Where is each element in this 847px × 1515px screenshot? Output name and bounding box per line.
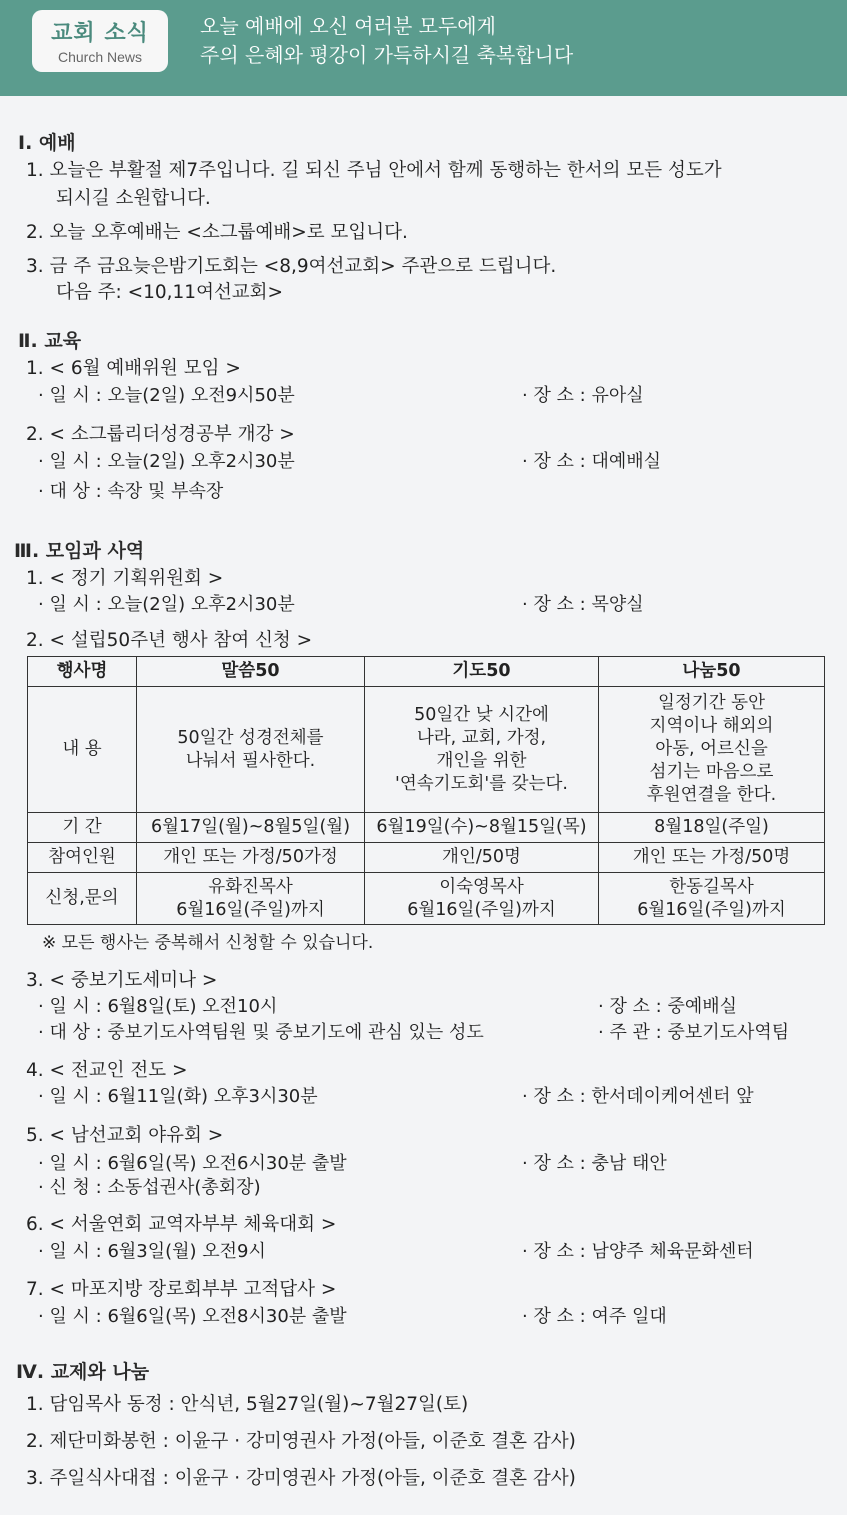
fellowship-item-1: 1. 담임목사 동정 : 안식년, 5월27일(월)~7월27일(토)	[26, 1394, 469, 1415]
ministry-item-7: 7. < 마포지방 장로회부부 고적답사 >	[26, 1279, 337, 1300]
table-cell: 6월17일(월)~8월5일(월)	[137, 813, 365, 843]
ministry-item-4-time: · 일 시 : 6월11일(화) 오후3시30분	[38, 1086, 318, 1107]
row-label-participants: 참여인원	[28, 843, 137, 873]
content-cell-text: 50일간 성경전체를 나눠서 필사한다.	[177, 727, 324, 771]
education-item-1-place: · 장 소 : 유아실	[522, 385, 644, 406]
worship-item-3-cont: 다음 주: <10,11여선교회>	[56, 282, 284, 303]
education-item-2-target: · 대 상 : 속장 및 부속장	[38, 481, 224, 502]
church-news-badge	[32, 10, 168, 72]
content-cell-text: 50일간 낮 시간에 나라, 교회, 가정, 개인을 위한 '연속기도회'를 갖는다.	[395, 704, 568, 794]
table-row	[28, 687, 825, 813]
row-label-contact: 신청,문의	[28, 873, 137, 925]
ministry-item-1-place: · 장 소 : 목양실	[522, 594, 644, 615]
anniversary-events-table	[27, 656, 825, 925]
table-header-cell: 나눔50	[599, 657, 825, 687]
ministry-item-5-place: · 장 소 : 충남 태안	[522, 1153, 667, 1174]
content-cell-text: 일정기간 동안 지역이나 해외의 아동, 어르신을 섬기는 마음으로 후원연결을 한다.	[646, 693, 777, 805]
table-header-cell: 행사명	[28, 657, 137, 687]
table-cell: 개인/50명	[365, 843, 599, 873]
table-cell: 8월18일(주일)	[599, 813, 825, 843]
table-row	[28, 843, 825, 873]
section-education-title: Ⅱ. 교육	[18, 330, 82, 352]
table-header-cell: 말씀50	[137, 657, 365, 687]
ministry-item-4-place: · 장 소 : 한서데이케어센터 앞	[522, 1086, 754, 1107]
ministry-item-5-apply: · 신 청 : 소동섭권사(총회장)	[38, 1177, 261, 1198]
table-cell: 개인 또는 가정/50가정	[137, 843, 365, 873]
ministry-item-3-target: · 대 상 : 중보기도사역팀원 및 중보기도에 관심 있는 성도	[38, 1022, 484, 1043]
table-header-cell: 기도50	[365, 657, 599, 687]
table-cell: 개인 또는 가정/50명	[599, 843, 825, 873]
ministry-item-3: 3. < 중보기도세미나 >	[26, 970, 218, 991]
education-item-2: 2. < 소그룹리더성경공부 개강 >	[26, 424, 295, 445]
fellowship-item-2: 2. 제단미화봉헌 : 이윤구 · 강미영권사 가정(아들, 이준호 결혼 감사)	[26, 1431, 576, 1452]
badge-title-ko: 교회 소식	[51, 21, 149, 46]
table-header-row	[28, 657, 825, 687]
section-fellowship-title: Ⅳ. 교제와 나눔	[16, 1361, 150, 1383]
badge-title-en: Church News	[57, 49, 143, 65]
education-item-1: 1. < 6월 예배위원 모임 >	[26, 358, 241, 379]
education-item-2-place: · 장 소 : 대예배실	[522, 451, 662, 472]
worship-item-3: 3. 금 주 금요늦은밤기도회는 <8,9여선교회> 주관으로 드립니다.	[26, 256, 557, 277]
greeting-line-1: 오늘 예배에 오신 여러분 모두에게	[200, 14, 496, 38]
table-cell	[599, 687, 825, 813]
table-row	[28, 873, 825, 925]
ministry-item-5: 5. < 남선교회 야유회 >	[26, 1125, 224, 1146]
table-cell: 6월19일(수)~8월15일(목)	[365, 813, 599, 843]
ministry-item-1-time: · 일 시 : 오늘(2일) 오후2시30분	[38, 594, 295, 615]
contact-cell-text: 한동길목사 6월16일(주일)까지	[637, 876, 786, 920]
section-worship-title: Ⅰ. 예배	[18, 132, 76, 154]
row-label-period: 기 간	[28, 813, 137, 843]
contact-cell-text: 이숙영목사 6월16일(주일)까지	[407, 876, 556, 920]
ministry-item-6-time: · 일 시 : 6월3일(월) 오전9시	[38, 1241, 266, 1262]
table-cell	[365, 687, 599, 813]
table-note: ※ 모든 행사는 중복해서 신청할 수 있습니다.	[42, 933, 374, 953]
section-ministry-title: Ⅲ. 모임과 사역	[14, 540, 145, 562]
worship-item-1-cont: 되시길 소원합니다.	[56, 188, 211, 209]
education-item-2-time: · 일 시 : 오늘(2일) 오후2시30분	[38, 451, 295, 472]
greeting-message	[200, 12, 573, 70]
ministry-item-6-place: · 장 소 : 남양주 체육문화센터	[522, 1241, 754, 1262]
ministry-item-3-host: · 주 관 : 중보기도사역팀	[598, 1022, 790, 1043]
header-banner	[0, 0, 847, 96]
table-row	[28, 813, 825, 843]
table-cell	[137, 873, 365, 925]
ministry-item-7-place: · 장 소 : 여주 일대	[522, 1306, 667, 1327]
table-cell	[599, 873, 825, 925]
table-cell	[365, 873, 599, 925]
ministry-item-2: 2. < 설립50주년 행사 참여 신청 >	[26, 630, 313, 651]
ministry-item-3-time: · 일 시 : 6월8일(토) 오전10시	[38, 996, 278, 1017]
table-cell	[137, 687, 365, 813]
row-label-content: 내 용	[28, 687, 137, 813]
ministry-item-3-place: · 장 소 : 중예배실	[598, 996, 738, 1017]
ministry-item-4: 4. < 전교인 전도 >	[26, 1060, 188, 1081]
ministry-item-6: 6. < 서울연회 교역자부부 체육대회 >	[26, 1214, 337, 1235]
ministry-item-5-time: · 일 시 : 6월6일(목) 오전6시30분 출발	[38, 1153, 347, 1174]
education-item-1-time: · 일 시 : 오늘(2일) 오전9시50분	[38, 385, 295, 406]
ministry-item-1: 1. < 정기 기획위원회 >	[26, 568, 224, 589]
greeting-line-2: 주의 은혜와 평강이 가득하시길 축복합니다	[200, 43, 574, 67]
ministry-item-7-time: · 일 시 : 6월6일(목) 오전8시30분 출발	[38, 1306, 347, 1327]
fellowship-item-3: 3. 주일식사대접 : 이윤구 · 강미영권사 가정(아들, 이준호 결혼 감사)	[26, 1468, 576, 1489]
worship-item-1: 1. 오늘은 부활절 제7주입니다. 길 되신 주님 안에서 함께 동행하는 한서의 모든 성도가	[26, 160, 722, 181]
contact-cell-text: 유화진목사 6월16일(주일)까지	[176, 876, 325, 920]
worship-item-2: 2. 오늘 오후예배는 <소그룹예배>로 모입니다.	[26, 222, 408, 243]
